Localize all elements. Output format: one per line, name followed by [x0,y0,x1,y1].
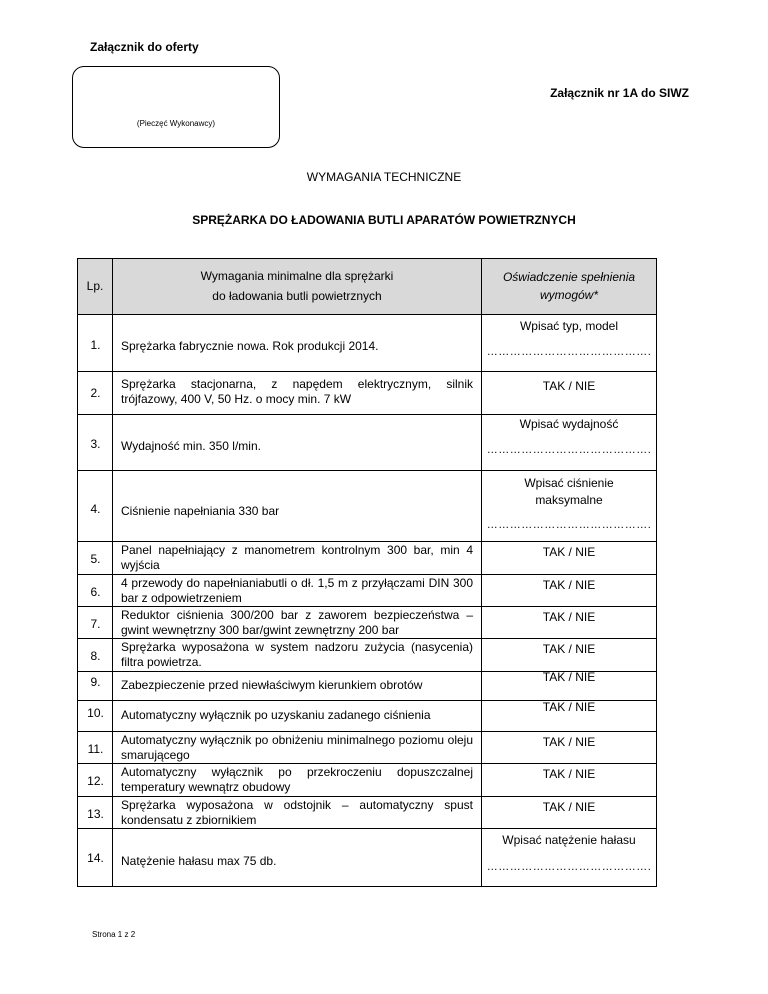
row-lp: 14. [87,851,104,866]
row-statement-cell [482,701,657,731]
row-lp: 5. [90,552,101,567]
contractor-stamp-box [72,66,280,148]
row-statement-line1: Wpisać ciśnienie [524,476,614,491]
table-row [78,701,657,731]
row-requirement-cell [113,606,482,638]
row-statement-cell [482,796,657,828]
table-header-row [78,259,657,315]
row-requirement: Reduktor ciśnienia 300/200 bar z zaworem bezpieczeństwa – gwint wewnętrzny 300 bar/gwint zewnętrzny 200 bar [121,607,473,637]
row-requirement: Zabezpieczenie przed niewłaściwym kierunkiem obrotów [121,677,423,692]
row-requirement-cell [113,671,482,700]
row-statement: TAK / NIE [542,577,596,592]
row-lp: 7. [90,616,101,631]
row-lp: 3. [90,437,101,452]
row-requirement-cell [113,574,482,606]
row-statement-line2: maksymalne [535,493,603,508]
row-lp: 9. [90,674,101,689]
row-statement: Wpisać typ, model [519,318,619,333]
page-number: Strona 1 z 2 [92,930,136,939]
annex-label: Załącznik nr 1A do SIWZ [550,86,689,100]
table-row [78,574,657,606]
row-lp-cell [78,314,113,371]
row-requirement-cell [113,701,482,731]
table-row [78,764,657,796]
row-statement: TAK / NIE [542,669,596,684]
row-lp-cell [78,471,113,542]
table-row [78,542,657,574]
requirements-table [77,258,657,887]
row-lp-cell [78,829,113,887]
row-statement: TAK / NIE [542,378,596,393]
row-statement: TAK / NIE [542,767,596,782]
attachment-label: Załącznik do oferty [90,40,199,54]
table-row [78,371,657,415]
header-requirements-line1: Wymagania minimalne dla sprężarki [200,269,394,284]
row-lp: 8. [90,649,101,664]
table-row [78,471,657,542]
row-lp-cell [78,731,113,763]
row-blank-line: ……………………………………. [486,861,652,874]
row-statement-cell [482,639,657,671]
table-row [78,671,657,700]
row-requirement: Sprężarka stacjonarna, z napędem elektrycznym, silnik trójfazowy, 400 V, 50 Hz. o mocy min. 7 kW [121,376,473,406]
row-lp-cell [78,574,113,606]
table-row [78,639,657,671]
document-title: WYMAGANIA TECHNICZNE [306,170,462,184]
row-statement: TAK / NIE [542,642,596,657]
row-requirement: Automatyczny wyłącznik po przekroczeniu dopuszczalnej temperatury wewnątrz obudowy [121,765,473,795]
row-statement: Wpisać wydajność [519,417,619,432]
row-lp-cell [78,542,113,574]
table-row [78,415,657,471]
row-lp: 6. [90,584,101,599]
row-statement-cell [482,471,657,542]
row-statement-cell [482,371,657,415]
subject-title: SPRĘŻARKA DO ŁADOWANIA BUTLI APARATÓW POWIETRZNYCH [192,213,576,227]
row-requirement-cell [113,542,482,574]
row-lp-cell [78,606,113,638]
header-statement-line1: Oświadczenie spełnienia [502,270,636,285]
header-statement-line2: wymogów* [539,288,599,303]
row-statement: TAK / NIE [542,799,596,814]
stamp-label: (Pieczęć Wykonawcy) [136,119,216,128]
row-requirement-cell [113,415,482,471]
row-requirement: Sprężarka wyposażona w odstojnik – automatyczny spust kondensatu z zbiornikiem [121,797,473,827]
table-row [78,731,657,763]
row-lp: 1. [90,337,101,352]
header-requirements [113,259,482,315]
table-row [78,829,657,887]
row-blank-line: ……………………………………. [486,444,652,457]
row-statement-cell [482,542,657,574]
row-statement-cell [482,415,657,471]
row-lp-cell [78,415,113,471]
row-requirement: 4 przewody do napełnianiabutli o dł. 1,5 m z przyłączami DIN 300 bar z odpowietrzeniem [121,575,473,605]
row-requirement: Wydajność min. 350 l/min. [121,439,261,454]
row-lp: 10. [87,706,104,721]
row-requirement: Automatyczny wyłącznik po uzyskaniu zadanego ciśnienia [121,708,431,723]
row-statement-cell [482,671,657,700]
row-statement-cell [482,314,657,371]
table-row [78,796,657,828]
row-lp-cell [78,764,113,796]
row-requirement-cell [113,796,482,828]
row-lp-cell [78,639,113,671]
row-lp-cell [78,371,113,415]
table-row [78,606,657,638]
row-requirement: Panel napełniający z manometrem kontrolnym 300 bar, min 4 wyjścia [121,543,473,573]
row-requirement: Sprężarka fabrycznie nowa. Rok produkcji 2014. [121,338,379,353]
row-statement-cell [482,764,657,796]
row-statement: TAK / NIE [542,609,596,624]
row-statement-cell [482,606,657,638]
row-lp-cell [78,796,113,828]
row-lp: 4. [90,502,101,517]
row-requirement-cell [113,731,482,763]
row-lp-cell [78,701,113,731]
row-blank-line: ……………………………………. [486,345,652,358]
row-requirement-cell [113,764,482,796]
row-lp-cell [78,671,113,700]
row-statement-cell [482,574,657,606]
row-lp: 11. [87,741,104,756]
row-requirement-cell [113,829,482,887]
row-statement-cell [482,829,657,887]
row-statement-cell [482,731,657,763]
row-requirement-cell [113,371,482,415]
row-statement: TAK / NIE [542,700,596,715]
row-lp: 2. [90,385,101,400]
header-requirements-line2: do ładowania butli powietrznych [212,289,382,304]
row-statement: TAK / NIE [542,734,596,749]
row-statement: TAK / NIE [542,545,596,560]
row-requirement-cell [113,314,482,371]
row-requirement-cell [113,471,482,542]
row-requirement-cell [113,639,482,671]
row-lp: 13. [87,806,104,821]
header-lp: Lp. [78,259,113,315]
row-requirement: Natężenie hałasu max 75 db. [121,854,277,869]
row-blank-line: ……………………………………. [486,519,652,532]
row-lp: 12. [87,774,104,789]
table-row [78,314,657,371]
row-requirement: Sprężarka wyposażona w system nadzoru zużycia (nasycenia) filtra powietrza. [121,640,473,670]
row-requirement: Automatyczny wyłącznik po obniżeniu minimalnego poziomu oleju smarującego [121,732,473,762]
header-statement [482,259,657,315]
row-statement: Wpisać natężenie hałasu [502,833,636,848]
row-requirement: Ciśnienie napełniania 330 bar [121,504,280,519]
